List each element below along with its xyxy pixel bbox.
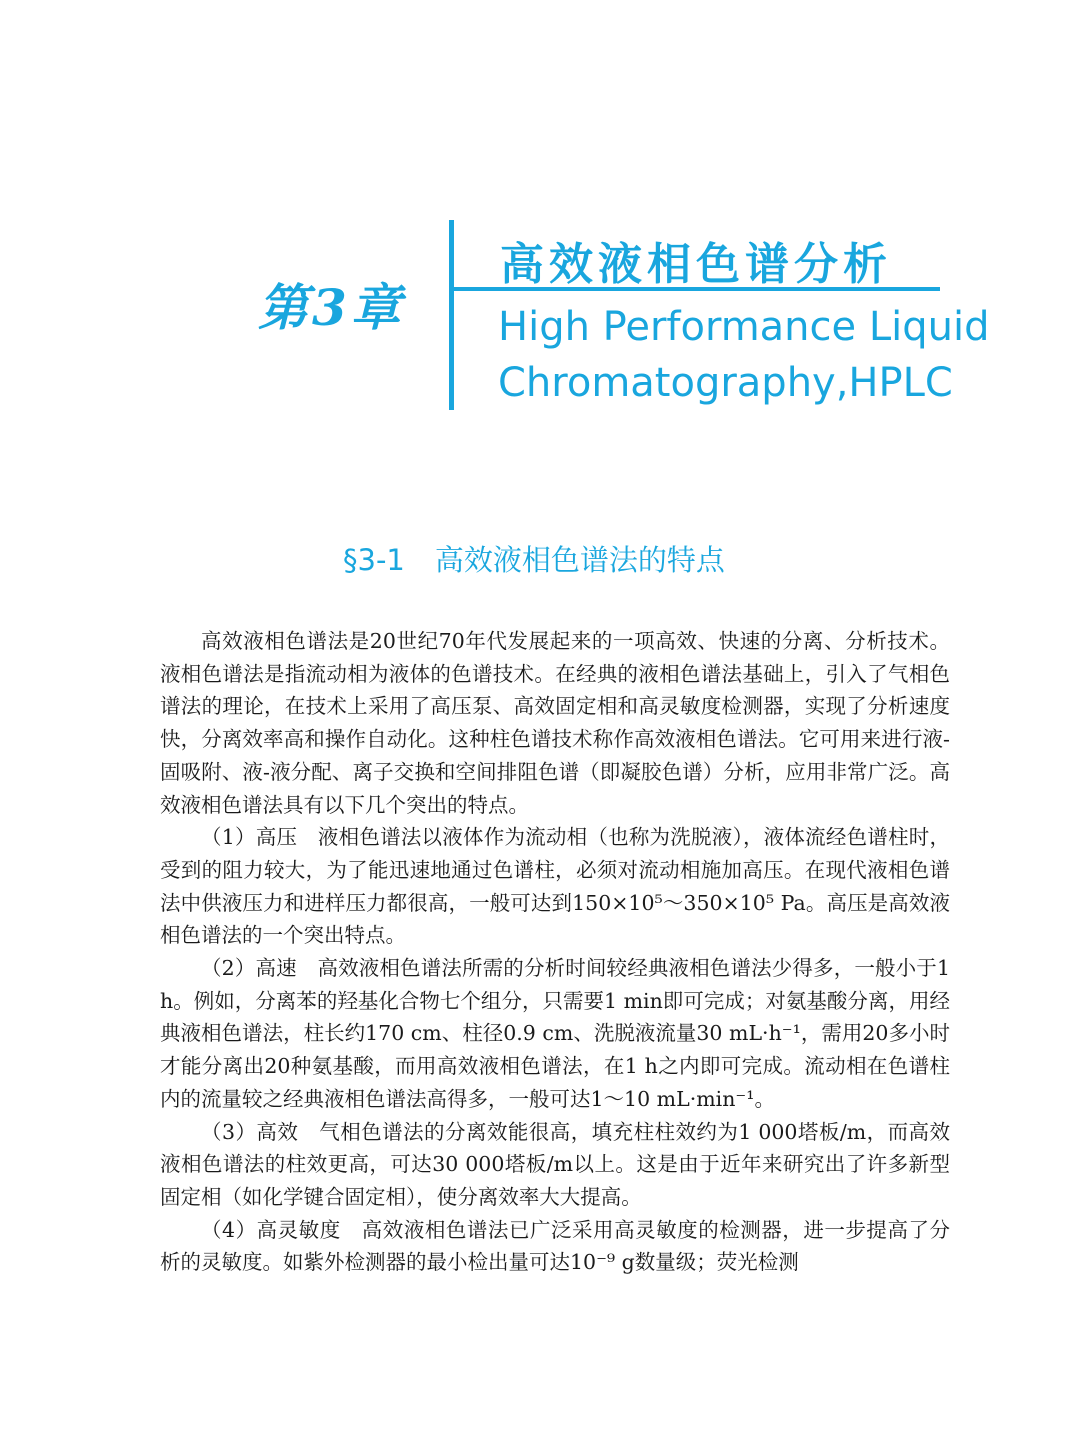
paragraph-intro: 高效液相色谱法是20世纪70年代发展起来的一项高效、快速的分离、分析技术。液相色谱法是指流动相为液体的色谱技术。在经典的液相色谱法基础上，引入了气相色谱法的理论，在技术上采用了高压泵、高效固定相和高灵敏度检测器，实现了分析速度快，分离效率高和操作自动化。这种柱色谱技术称作高效液相色谱法。它可用来进行液-固吸附、液-液分配、离子交换和空间排阻色谱（即凝胶色谱）分析，应用非常广泛。高效液相色谱法具有以下几个突出的特点。 bbox=[160, 629, 950, 817]
section-heading bbox=[343, 538, 725, 579]
title-vertical-rule bbox=[449, 220, 454, 410]
paragraph-high-pressure: （1）高压 液相色谱法以液体作为流动相（也称为洗脱液），液体流经色谱柱时，受到的阻力较大，为了能迅速地通过色谱柱，必须对流动相施加高压。在现代液相色谱法中供液压力和进样压力都很高，一般可达到150×10⁵～350×10⁵ Pa。高压是高效液相色谱法的一个突出特点。 bbox=[160, 825, 950, 948]
chapter-title-en bbox=[498, 299, 989, 411]
chapter-title-en-line2: Chromatography,HPLC bbox=[498, 360, 953, 406]
body-text bbox=[160, 625, 950, 1279]
chapter-title-cn: 高效液相色谱分析 bbox=[500, 239, 892, 290]
section-number: §3-1 bbox=[343, 543, 405, 577]
paragraph-high-efficiency: （3）高效 气相色谱法的分离效能很高，填充柱柱效约为1 000塔板/m，而高效液相色谱法的柱效更高，可达30 000塔板/m以上。这是由于近年来研究出了许多新型固定相（如化学键合固定相），使分离效率大大提高。 bbox=[160, 1119, 950, 1209]
paragraph-high-sensitivity: （4）高灵敏度 高效液相色谱法已广泛采用高灵敏度的检测器，进一步提高了分析的灵敏度。如紫外检测器的最小检出量可达10⁻⁹ g数量级；荧光检测 bbox=[160, 1217, 950, 1275]
paragraph-high-speed: （2）高速 高效液相色谱法所需的分析时间较经典液相色谱法少得多，一般小于1 h。例如，分离苯的羟基化合物七个组分，只需要1 min即可完成；对氨基酸分离，用经典液相色谱法，柱长约170 cm、柱径0.9 cm、洗脱液流量30 mL·h⁻¹，需用20多小时才能分离出20种氨基酸，而用高效液相色谱法，在1 h之内即可完成。流动相在色谱柱内的流量较之经典液相色谱法高得多，一般可达1～10 mL·min⁻¹。 bbox=[160, 956, 950, 1111]
section-title: 高效液相色谱法的特点 bbox=[434, 543, 725, 577]
chapter-title-en-line1: High Performance Liquid bbox=[498, 304, 990, 350]
chapter-label: 第3章 bbox=[258, 278, 405, 337]
